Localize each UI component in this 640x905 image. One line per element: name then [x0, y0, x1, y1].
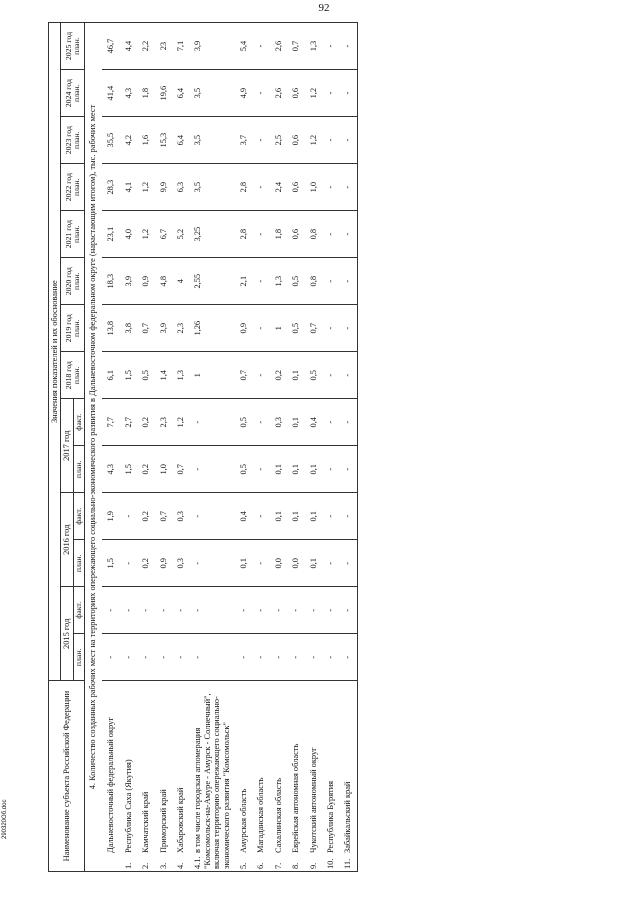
value-cell: 19,6 — [155, 70, 172, 117]
value-cell: 0,7 — [137, 305, 154, 352]
value-cell: - — [252, 305, 269, 352]
row-number: 2. — [141, 862, 151, 869]
subject-cell — [235, 681, 252, 872]
row-number: 4.1. — [193, 856, 203, 869]
value-cell: - — [252, 399, 269, 446]
value-cell: 4 — [172, 258, 189, 305]
value-cell: - — [155, 634, 172, 681]
table-header — [49, 23, 85, 872]
value-cell: 0,5 — [287, 305, 304, 352]
year-2020-header: 2020 год план. — [61, 258, 85, 305]
value-cell: - — [339, 164, 357, 211]
value-cell: 0,6 — [287, 117, 304, 164]
value-cell: 0,9 — [137, 258, 154, 305]
value-cell: 9,9 — [155, 164, 172, 211]
value-cell: 4,2 — [120, 117, 137, 164]
value-cell: 1,2 — [172, 399, 189, 446]
subject-name: Республика Саха (Якутия) — [123, 759, 133, 853]
value-cell: - — [155, 587, 172, 634]
year-2015-header: 2015 год — [61, 587, 73, 681]
value-cell: 2,55 — [189, 258, 235, 305]
value-cell: 15,3 — [155, 117, 172, 164]
subject-cell — [120, 681, 137, 872]
value-cell: - — [137, 587, 154, 634]
value-cell: 2,6 — [270, 70, 287, 117]
value-cell: 6,4 — [172, 117, 189, 164]
value-cell: - — [235, 587, 252, 634]
value-cell: 1 — [270, 305, 287, 352]
value-cell: - — [270, 634, 287, 681]
year-2021-header: 2021 год план. — [61, 211, 85, 258]
value-cell: 0,7 — [235, 352, 252, 399]
value-cell: 4,3 — [120, 70, 137, 117]
document-code: 290320Об.doc — [2, 799, 8, 839]
value-cell: - — [172, 587, 189, 634]
value-cell: 6,7 — [155, 211, 172, 258]
value-cell: 1,4 — [155, 352, 172, 399]
subject-column-header: Наименование субъекта Российской Федерации — [49, 681, 85, 872]
value-cell: - — [339, 493, 357, 540]
value-cell: - — [287, 634, 304, 681]
value-cell: - — [322, 446, 339, 493]
value-cell: 0,5 — [235, 446, 252, 493]
year-2018-header: 2018 год план. — [61, 352, 85, 399]
value-cell: - — [322, 493, 339, 540]
value-cell: 0,2 — [137, 493, 154, 540]
value-cell: - — [339, 446, 357, 493]
row-number: 4. — [176, 862, 186, 869]
values-group-header: Значения показателей и их обоснование — [49, 23, 61, 681]
table-row — [339, 23, 357, 872]
table-row — [155, 23, 172, 872]
page-number: 92 — [318, 2, 330, 14]
value-cell: 4,4 — [120, 23, 137, 70]
value-cell: - — [252, 211, 269, 258]
value-cell: 4,8 — [155, 258, 172, 305]
plan-2017-header: план. — [73, 446, 84, 493]
value-cell: 1,2 — [137, 211, 154, 258]
value-cell: 0,2 — [137, 399, 154, 446]
value-cell: 18,3 — [102, 258, 119, 305]
value-cell: 0,3 — [270, 399, 287, 446]
value-cell: - — [339, 352, 357, 399]
value-cell: 3,9 — [189, 23, 235, 70]
value-cell: 5,4 — [235, 23, 252, 70]
value-cell: 0,1 — [305, 446, 322, 493]
value-cell: 0,1 — [270, 493, 287, 540]
year-2016-header: 2016 год — [61, 493, 73, 587]
value-cell: 6,4 — [172, 70, 189, 117]
value-cell: 1,3 — [172, 352, 189, 399]
value-cell: 0,6 — [287, 211, 304, 258]
value-cell: 3,5 — [189, 117, 235, 164]
value-cell: 1,3 — [305, 23, 322, 70]
value-cell: - — [322, 634, 339, 681]
value-cell: - — [339, 117, 357, 164]
subject-cell — [189, 681, 235, 872]
value-cell: - — [137, 634, 154, 681]
value-cell: 4,1 — [120, 164, 137, 211]
value-cell: - — [339, 211, 357, 258]
value-cell: - — [305, 634, 322, 681]
value-cell: 2,5 — [270, 117, 287, 164]
subject-name: Амурская область — [239, 788, 249, 853]
fact-2016-header: факт. — [73, 493, 84, 540]
section-title: 4. Количество созданных рабочих мест на территориях опережающего социально-экономического развития в Дальневосточном федеральном округе (нарастающим итогом), тыс. рабочих мест — [84, 23, 102, 872]
value-cell: - — [252, 540, 269, 587]
year-2022-header: 2022 год план. — [61, 164, 85, 211]
table-row — [270, 23, 287, 872]
value-cell: 4,0 — [120, 211, 137, 258]
value-cell: 7,7 — [102, 399, 119, 446]
value-cell: - — [252, 352, 269, 399]
value-cell: 3,25 — [189, 211, 235, 258]
value-cell: 1,3 — [270, 258, 287, 305]
row-number: 5. — [239, 862, 249, 869]
value-cell: 0,0 — [287, 540, 304, 587]
value-cell: 3,5 — [189, 164, 235, 211]
value-cell: 23 — [155, 23, 172, 70]
value-cell: - — [339, 70, 357, 117]
value-cell: - — [252, 23, 269, 70]
value-cell: 6,1 — [102, 352, 119, 399]
subject-name: Приморский край — [158, 789, 168, 853]
value-cell: - — [252, 117, 269, 164]
value-cell: 0,8 — [305, 211, 322, 258]
table-row — [235, 23, 252, 872]
value-cell: - — [172, 634, 189, 681]
subject-cell — [172, 681, 189, 872]
subject-name: в том числе городская агломерация "Комсомольск-на-Амуре - Амурск - Солнечный", включая территорию опережающего социально-экономического развития "Комсомольск" — [193, 693, 231, 869]
subject-cell — [102, 681, 119, 872]
value-cell: 3,5 — [189, 70, 235, 117]
value-cell: 2,4 — [270, 164, 287, 211]
value-cell: 2,2 — [137, 23, 154, 70]
value-cell: - — [120, 540, 137, 587]
value-cell: 1,5 — [102, 540, 119, 587]
table-row — [137, 23, 154, 872]
value-cell: 0,5 — [287, 258, 304, 305]
subject-cell — [305, 681, 322, 872]
row-number: 1. — [123, 862, 133, 869]
value-cell: 3,8 — [120, 305, 137, 352]
row-number: 10. — [326, 858, 336, 869]
value-cell: - — [189, 540, 235, 587]
value-cell: 0,4 — [305, 399, 322, 446]
value-cell: - — [252, 493, 269, 540]
indicator-table — [48, 22, 358, 872]
value-cell: - — [252, 634, 269, 681]
value-cell: 0,9 — [235, 305, 252, 352]
subject-name: Хабаровский край — [176, 787, 186, 853]
value-cell: 1,26 — [189, 305, 235, 352]
value-cell: - — [322, 211, 339, 258]
subject-cell — [270, 681, 287, 872]
table-row — [322, 23, 339, 872]
value-cell: 1,8 — [270, 211, 287, 258]
value-cell: 1,9 — [102, 493, 119, 540]
table-row — [305, 23, 322, 872]
value-cell: - — [339, 399, 357, 446]
value-cell: 0,1 — [305, 540, 322, 587]
value-cell: 2,1 — [235, 258, 252, 305]
value-cell: 7,1 — [172, 23, 189, 70]
value-cell: 1,2 — [137, 164, 154, 211]
value-cell: 0,2 — [137, 540, 154, 587]
value-cell: - — [322, 70, 339, 117]
value-cell: 0,6 — [287, 70, 304, 117]
value-cell: 0,9 — [155, 540, 172, 587]
value-cell: 2,8 — [235, 211, 252, 258]
value-cell: 3,9 — [155, 305, 172, 352]
value-cell: 0,5 — [305, 352, 322, 399]
value-cell: 2,7 — [120, 399, 137, 446]
value-cell: - — [252, 587, 269, 634]
value-cell: - — [252, 164, 269, 211]
table-row — [120, 23, 137, 872]
row-number: 11. — [343, 858, 353, 869]
table-body — [84, 23, 357, 872]
row-number: 6. — [256, 862, 266, 869]
subject-cell — [252, 681, 269, 872]
value-cell: - — [339, 258, 357, 305]
value-cell: - — [305, 587, 322, 634]
row-number: 7. — [273, 862, 283, 869]
value-cell: 4,3 — [102, 446, 119, 493]
value-cell: - — [270, 587, 287, 634]
value-cell: 1,8 — [137, 70, 154, 117]
subject-cell — [339, 681, 357, 872]
value-cell: - — [322, 117, 339, 164]
value-cell: 2,3 — [155, 399, 172, 446]
subject-name: Дальневосточный федеральный округ — [106, 717, 116, 853]
table-row — [102, 23, 119, 872]
year-2019-header: 2019 год план. — [61, 305, 85, 352]
value-cell: 1 — [189, 352, 235, 399]
rotated-table-page — [48, 12, 628, 872]
value-cell: 0,5 — [235, 399, 252, 446]
value-cell: 0,1 — [235, 540, 252, 587]
value-cell: - — [102, 587, 119, 634]
value-cell: 0,3 — [172, 540, 189, 587]
value-cell: - — [189, 493, 235, 540]
plan-2015-header: план. — [73, 634, 84, 681]
table-row — [189, 23, 235, 872]
value-cell: 0,7 — [287, 23, 304, 70]
value-cell: 3,9 — [120, 258, 137, 305]
value-cell: - — [189, 587, 235, 634]
subject-name: Забайкальский край — [343, 781, 353, 853]
value-cell: 1,2 — [305, 70, 322, 117]
table-row — [172, 23, 189, 872]
value-cell: 0,1 — [287, 493, 304, 540]
value-cell: - — [120, 587, 137, 634]
subject-cell — [137, 681, 154, 872]
value-cell: - — [252, 70, 269, 117]
value-cell: - — [322, 258, 339, 305]
subject-cell — [322, 681, 339, 872]
value-cell: 0,1 — [287, 446, 304, 493]
value-cell: - — [339, 587, 357, 634]
value-cell: 2,6 — [270, 23, 287, 70]
row-number: 3. — [158, 862, 168, 869]
value-cell: 0,8 — [305, 258, 322, 305]
plan-2016-header: план. — [73, 540, 84, 587]
value-cell: 4,9 — [235, 70, 252, 117]
value-cell: 1,0 — [305, 164, 322, 211]
value-cell: 35,5 — [102, 117, 119, 164]
value-cell: - — [189, 399, 235, 446]
value-cell: - — [322, 399, 339, 446]
value-cell: 1,0 — [155, 446, 172, 493]
value-cell: - — [339, 305, 357, 352]
value-cell: 0,5 — [137, 352, 154, 399]
value-cell: 0,6 — [287, 164, 304, 211]
subject-cell — [287, 681, 304, 872]
value-cell: - — [339, 634, 357, 681]
value-cell: 0,3 — [172, 493, 189, 540]
value-cell: 0,2 — [270, 352, 287, 399]
value-cell: - — [339, 540, 357, 587]
value-cell: 28,3 — [102, 164, 119, 211]
value-cell: 2,3 — [172, 305, 189, 352]
fact-2017-header: факт. — [73, 399, 84, 446]
value-cell: - — [102, 634, 119, 681]
value-cell: 0,1 — [270, 446, 287, 493]
value-cell: - — [339, 23, 357, 70]
value-cell: 0,4 — [235, 493, 252, 540]
value-cell: - — [322, 587, 339, 634]
value-cell: - — [322, 164, 339, 211]
value-cell: 2,8 — [235, 164, 252, 211]
subject-name: Камчатский край — [141, 791, 151, 853]
value-cell: 1,6 — [137, 117, 154, 164]
value-cell: 3,7 — [235, 117, 252, 164]
value-cell: 0,7 — [172, 446, 189, 493]
subject-name: Чукотский автономный округ — [308, 747, 318, 853]
value-cell: - — [120, 493, 137, 540]
value-cell: - — [252, 446, 269, 493]
value-cell: 1,5 — [120, 446, 137, 493]
value-cell: - — [322, 305, 339, 352]
value-cell: - — [322, 23, 339, 70]
subject-name: Республика Бурятия — [326, 780, 336, 853]
fact-2015-header: факт. — [73, 587, 84, 634]
value-cell: 0,1 — [287, 399, 304, 446]
value-cell: 41,4 — [102, 70, 119, 117]
value-cell: - — [189, 446, 235, 493]
value-cell: 1,5 — [120, 352, 137, 399]
value-cell: 0,2 — [137, 446, 154, 493]
value-cell: 0,1 — [305, 493, 322, 540]
year-2017-header: 2017 год — [61, 399, 73, 493]
year-2024-header: 2024 год план. — [61, 70, 85, 117]
row-number: 9. — [308, 862, 318, 869]
subject-name: Сахалинская область — [273, 778, 283, 853]
value-cell: 6,3 — [172, 164, 189, 211]
value-cell: 1,2 — [305, 117, 322, 164]
value-cell: - — [235, 634, 252, 681]
year-2025-header: 2025 год план. — [61, 23, 85, 70]
value-cell: 13,8 — [102, 305, 119, 352]
value-cell: - — [287, 587, 304, 634]
value-cell: 5,2 — [172, 211, 189, 258]
value-cell: - — [322, 352, 339, 399]
table-row — [252, 23, 269, 872]
year-2023-header: 2023 год план. — [61, 117, 85, 164]
value-cell: 0,7 — [305, 305, 322, 352]
value-cell: - — [120, 634, 137, 681]
subject-cell — [155, 681, 172, 872]
subject-name: Магаданская область — [256, 777, 266, 853]
subject-name: Еврейская автономная область — [291, 743, 301, 853]
value-cell: - — [189, 634, 235, 681]
value-cell: - — [252, 258, 269, 305]
table-row — [287, 23, 304, 872]
row-number: 8. — [291, 862, 301, 869]
value-cell: 23,1 — [102, 211, 119, 258]
value-cell: 0,0 — [270, 540, 287, 587]
value-cell: 46,7 — [102, 23, 119, 70]
value-cell: 0,7 — [155, 493, 172, 540]
value-cell: - — [322, 540, 339, 587]
value-cell: 0,1 — [287, 352, 304, 399]
